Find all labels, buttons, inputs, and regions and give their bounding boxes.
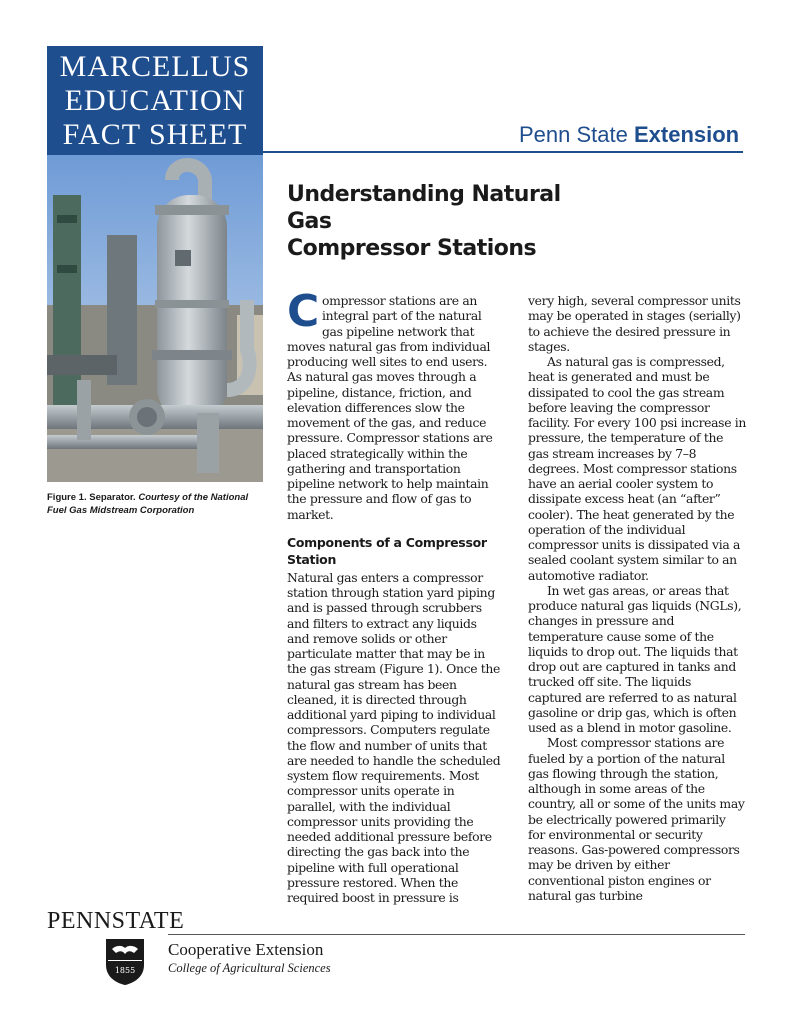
intro-text: ompressor stations are an integral part of the natural gas pipeline network that moves natural gas from individual producing well sites to end users. As natural gas moves through a pipeline, distance, friction, and elevation differences slow the movement of the gas, and reduce pressure. Compressor stations are placed strategically within the gathering and transportation pipeline network to help maintain the pressure and flow of gas to market. [287, 293, 493, 522]
footer-rule [168, 934, 745, 935]
section-heading: Components of a Compressor Station [287, 534, 487, 567]
caption-label: Figure 1. Separator. [47, 492, 136, 503]
header-rule [263, 151, 743, 153]
body-column-right [528, 293, 746, 903]
intro-paragraph [287, 286, 501, 522]
pennstate-wordmark: PENNSTATE [47, 908, 185, 934]
brand-prefix: Penn State [519, 122, 634, 147]
banner-line-1: MARCELLUS [59, 50, 251, 83]
page-title [287, 181, 607, 262]
college-label: College of Agricultural Sciences [168, 961, 331, 975]
caption-credit: Courtesy of the National Fuel Gas Midstream Corporation [47, 492, 249, 516]
title-line-2: Compressor Stations [287, 236, 537, 261]
shield-year: 1855 [114, 966, 136, 975]
heat-paragraph: As natural gas is compressed, heat is generated and must be dissipated to cool the gas stream before leaving the compressor facility. For every 100 psi increase in pressure, the temperature of the gas stream increases by 7–8 degrees. Most compressor stations have an aerial cooler system to dissipate excess heat (an “after” cooler). The heat generated by the operation of the individual compressor units is dissipated via a sealed coolant system similar to an automotive radiator. [528, 354, 747, 583]
drop-cap: C [287, 286, 319, 337]
wet-gas-paragraph: In wet gas areas, or areas that produce natural gas liquids (NGLs), changes in pressure and temperature cause some of the liquids to drop out. The liquids that drop out are captured in tanks and trucked off site. The liquids captured are referred to as natural gasoline or drip gas, which is often used as a blend in motor gasoline. [528, 582, 742, 735]
body-column-left [287, 286, 501, 905]
fuel-paragraph: Most compressor stations are fueled by a portion of the natural gas flowing through the station, although in some areas of the country, all or some of the units may be electrically powered primarily for environmental or security reasons. Gas-powered compressors may be driven by either conventional piston engines or natural gas turbine [528, 735, 745, 903]
fact-sheet-banner [47, 46, 263, 155]
cooperative-extension-label: Cooperative Extension [168, 940, 324, 959]
brand-strong: Extension [633, 122, 740, 147]
banner-line-2: EDUCATION [64, 84, 246, 117]
banner-line-3: FACT SHEET [62, 118, 248, 151]
figure-caption [47, 491, 263, 517]
components-paragraph: Natural gas enters a compressor station through station yard piping and is passed through scrubbers and filters to extract any liquids and remove solids or other particulate matter that may be in the gas stream (Figure 1). Once the natural gas stream has been cleaned, it is directed through additional yard piping to individual compressors. Computers regulate the flow and number of units that are needed to handle the scheduled system flow requirements. Most compressor units operate in parallel, with the individual compressor units providing the needed additional pressure before directing the gas back into the pipeline with full operational pressure restored. When the required boost in pressure is [287, 569, 501, 905]
separator-photo [47, 155, 263, 482]
penn-state-extension-logo [519, 122, 739, 148]
title-line-1: Understanding Natural Gas [287, 182, 561, 234]
penn-state-shield-icon [104, 937, 146, 986]
stages-paragraph: very high, several compressor units may be operated in stages (serially) to achieve the desired pressure in stages. [528, 293, 741, 354]
